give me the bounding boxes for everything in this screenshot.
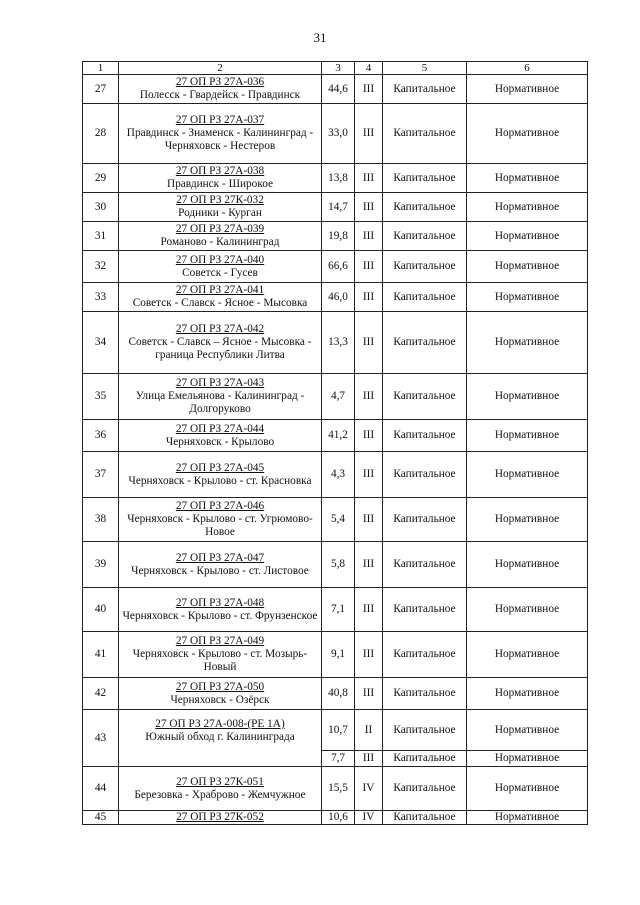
road-code: 27 ОП РЗ 27А-048 [175,596,265,609]
road-state: Нормативное [467,811,588,825]
table-row [83,104,588,164]
road-state: Нормативное [467,588,588,632]
road-cell [119,811,322,825]
road-name: Советск - Славск - Ясное - Мысовка [132,297,308,309]
road-category: III [355,588,383,632]
table-row [83,312,588,374]
road-code: 27 ОП РЗ 27А-046 [175,500,265,512]
table-row [83,193,588,222]
roads-table [82,61,588,825]
repair-type: Капитальное [383,452,467,498]
road-cell [119,542,322,588]
repair-type: Капитальное [383,222,467,251]
row-number: 31 [83,222,119,251]
row-number: 30 [83,193,119,222]
road-code: 27 ОП РЗ 27А-047 [175,551,265,564]
table-row [83,283,588,312]
road-code: 27 ОП РЗ 27А-039 [175,223,265,235]
table-body [83,75,588,825]
road-code: 27 ОП РЗ 27А-041 [175,284,265,296]
header-col-6: 6 [467,62,588,75]
road-category: IV [355,811,383,825]
repair-type: Капитальное [383,710,467,751]
road-name: Черняховск - Крылово - ст. Угрюмово-Новое [127,513,313,538]
header-col-2: 2 [119,62,322,75]
road-code: 27 ОП РЗ 27А-045 [175,461,265,474]
road-code: 27 ОП РЗ 27К-051 [176,775,264,788]
table-row [83,498,588,542]
row-number: 45 [83,811,119,825]
road-state: Нормативное [467,767,588,811]
road-cell [119,710,322,767]
road-length: 7,7 [322,751,355,767]
table-row [83,164,588,193]
road-category: IV [355,767,383,811]
road-code: 27 ОП РЗ 27А-050 [175,680,265,693]
road-name: Черняховск - Крылово - ст. Мозырь-Новый [132,648,308,673]
repair-type: Капитальное [383,374,467,420]
road-name: Черняховск - Крылово - ст. Листовое [131,564,309,577]
row-number: 42 [83,678,119,710]
row-number: 32 [83,251,119,283]
road-name: Советск - Славск – Ясное - Мысовка - граница Республики Литва [128,336,312,361]
road-cell [119,632,322,678]
road-state: Нормативное [467,452,588,498]
road-state: Нормативное [467,678,588,710]
road-name: Советск - Гусев [182,266,258,279]
row-number: 27 [83,75,119,104]
road-state: Нормативное [467,193,588,222]
road-name: Черняховск - Крылово - ст. Красновка [128,474,312,487]
road-state: Нормативное [467,710,588,751]
table-row [83,251,588,283]
row-number: 28 [83,104,119,164]
repair-type: Капитальное [383,193,467,222]
row-number: 37 [83,452,119,498]
road-code: 27 ОП РЗ 27К-052 [176,811,264,823]
repair-type: Капитальное [383,283,467,312]
row-number: 38 [83,498,119,542]
road-code: 27 ОП РЗ 27А-049 [175,635,265,647]
road-name: Романово - Калининград [160,236,280,248]
road-state: Нормативное [467,104,588,164]
row-number: 40 [83,588,119,632]
road-category: III [355,420,383,452]
header-col-3: 3 [322,62,355,75]
road-state: Нормативное [467,222,588,251]
table-row [83,588,588,632]
header-col-4: 4 [355,62,383,75]
repair-type: Капитальное [383,75,467,104]
repair-type: Капитальное [383,251,467,283]
road-name: Березовка - Храброво - Жемчужное [134,788,306,801]
road-length: 5,4 [322,498,355,542]
road-cell [119,283,322,312]
road-length: 19,8 [322,222,355,251]
road-length: 7,1 [322,588,355,632]
repair-type: Капитальное [383,312,467,374]
road-name: Южный обход г. Калининграда [145,731,295,743]
header-col-1: 1 [83,62,119,75]
road-state: Нормативное [467,164,588,193]
road-length: 10,7 [322,710,355,751]
road-state: Нормативное [467,542,588,588]
road-category: III [355,751,383,767]
road-name: Правдинск - Широкое [166,178,274,190]
road-category: III [355,452,383,498]
road-cell [119,312,322,374]
road-code: 27 ОП РЗ 27А-043 [175,377,265,389]
repair-type: Капитальное [383,498,467,542]
road-state: Нормативное [467,420,588,452]
road-code: 27 ОП РЗ 27А-040 [175,253,265,266]
road-cell [119,420,322,452]
road-code: 27 ОП РЗ 27А-008-(PE 1A) [155,718,285,730]
road-category: III [355,75,383,104]
road-state: Нормативное [467,632,588,678]
table-row [83,222,588,251]
row-number: 39 [83,542,119,588]
row-number: 44 [83,767,119,811]
road-category: III [355,193,383,222]
repair-type: Капитальное [383,811,467,825]
road-cell [119,251,322,283]
road-name: Черняховск - Озёрск [170,693,270,706]
road-cell [119,104,322,164]
road-length: 13,3 [322,312,355,374]
table-row [83,632,588,678]
road-cell [119,452,322,498]
repair-type: Капитальное [383,632,467,678]
table-row [83,420,588,452]
road-cell [119,374,322,420]
road-name: Правдинск - Знаменск - Калининград - Черняховск - Нестеров [126,127,314,152]
road-code: 27 ОП РЗ 27А-038 [175,165,265,177]
row-number: 41 [83,632,119,678]
road-code: 27 ОП РЗ 27А-037 [175,114,265,126]
road-name: Улица Емельянова - Калининград - Долгоруково [135,390,305,415]
repair-type: Капитальное [383,588,467,632]
road-name: Черняховск - Крылово - ст. Фрунзенское [122,609,318,622]
table-row [83,542,588,588]
table-header-row [83,62,588,75]
table-row [83,452,588,498]
road-name: Черняховск - Крылово [165,435,275,448]
road-category: III [355,542,383,588]
table-row [83,678,588,710]
road-cell [119,678,322,710]
road-code: 27 ОП РЗ 27А-036 [175,76,265,88]
road-length: 15,5 [322,767,355,811]
road-code: 27 ОП РЗ 27А-044 [175,422,265,435]
road-state: Нормативное [467,75,588,104]
road-cell [119,75,322,104]
road-category: III [355,374,383,420]
row-number: 43 [83,710,119,767]
road-length: 4,3 [322,452,355,498]
road-state: Нормативное [467,374,588,420]
table-row [83,374,588,420]
row-number: 29 [83,164,119,193]
road-category: III [355,678,383,710]
repair-type: Капитальное [383,164,467,193]
repair-type: Капитальное [383,751,467,767]
table-row [83,811,588,825]
repair-type: Капитальное [383,767,467,811]
road-code: 27 ОП РЗ 27К-032 [176,194,264,206]
road-state: Нормативное [467,312,588,374]
table-row [83,710,588,751]
road-length: 14,7 [322,193,355,222]
road-state: Нормативное [467,251,588,283]
road-code: 27 ОП РЗ 27А-042 [175,323,265,335]
row-number: 36 [83,420,119,452]
road-state: Нормативное [467,498,588,542]
header-col-5: 5 [383,62,467,75]
road-state: Нормативное [467,283,588,312]
repair-type: Капитальное [383,678,467,710]
road-length: 4,7 [322,374,355,420]
table-row [83,75,588,104]
table-row [83,767,588,811]
road-length: 5,8 [322,542,355,588]
road-category: III [355,251,383,283]
road-category: II [355,710,383,751]
road-category: III [355,283,383,312]
road-category: III [355,632,383,678]
row-number: 34 [83,312,119,374]
road-cell [119,222,322,251]
road-length: 9,1 [322,632,355,678]
road-category: III [355,222,383,251]
row-number: 33 [83,283,119,312]
road-length: 33,0 [322,104,355,164]
road-length: 46,0 [322,283,355,312]
road-length: 10,6 [322,811,355,825]
road-category: III [355,164,383,193]
road-name: Родники - Курган [178,207,262,219]
repair-type: Капитальное [383,420,467,452]
road-length: 40,8 [322,678,355,710]
road-category: III [355,104,383,164]
road-cell [119,588,322,632]
road-length: 66,6 [322,251,355,283]
page-number: 31 [313,30,327,45]
repair-type: Капитальное [383,104,467,164]
road-category: III [355,498,383,542]
road-cell [119,767,322,811]
repair-type: Капитальное [383,542,467,588]
road-length: 41,2 [322,420,355,452]
road-cell [119,498,322,542]
row-number: 35 [83,374,119,420]
road-name: Полесск - Гвардейск - Правдинск [139,89,301,101]
road-cell [119,164,322,193]
road-category: III [355,312,383,374]
road-length: 44,6 [322,75,355,104]
road-cell [119,193,322,222]
road-length: 13,8 [322,164,355,193]
road-state: Нормативное [467,751,588,767]
